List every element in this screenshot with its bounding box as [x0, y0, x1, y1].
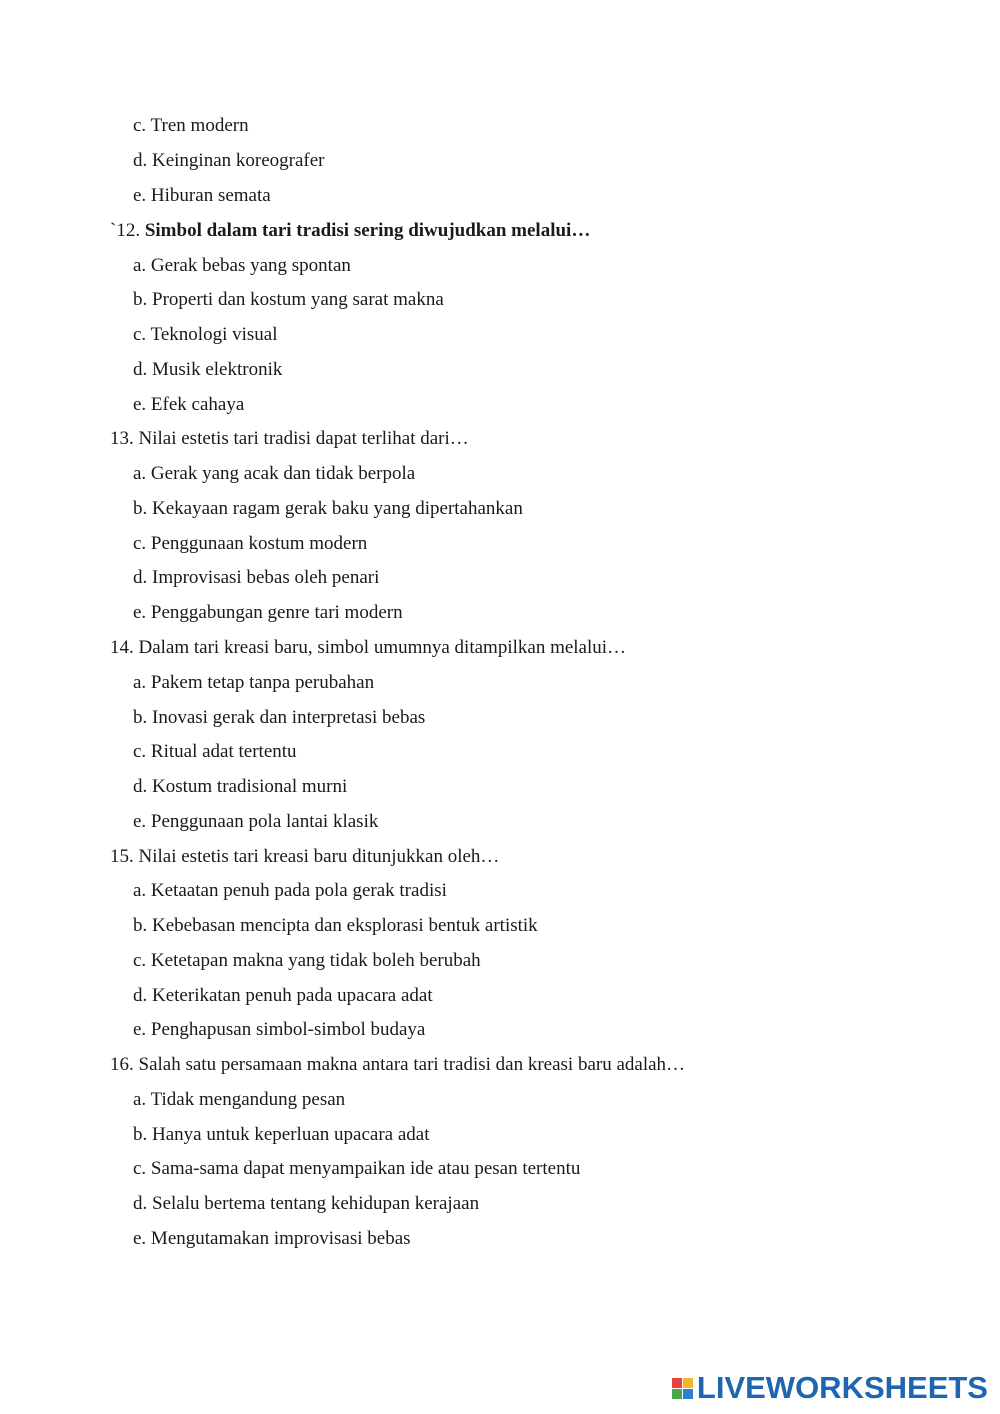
- logo-square: [672, 1378, 682, 1388]
- question-14: 14. Dalam tari kreasi baru, simbol umumnya ditampilkan melalui…: [110, 637, 627, 658]
- logo-square: [683, 1389, 693, 1399]
- q14-option-e: e. Penggunaan pola lantai klasik: [133, 811, 379, 832]
- q15-option-e: e. Penghapusan simbol-simbol budaya: [133, 1019, 426, 1040]
- q13-option-b: b. Kekayaan ragam gerak baku yang dipertahankan: [133, 498, 523, 519]
- q15-option-b: b. Kebebasan mencipta dan eksplorasi bentuk artistik: [133, 915, 538, 936]
- q12-option-c: c. Teknologi visual: [133, 324, 278, 345]
- q15-option-a: a. Ketaatan penuh pada pola gerak tradisi: [133, 880, 447, 901]
- q14-option-a: a. Pakem tetap tanpa perubahan: [133, 672, 375, 693]
- q12-option-d: d. Musik elektronik: [133, 359, 283, 380]
- q13-option-c: c. Penggunaan kostum modern: [133, 533, 368, 554]
- q14-option-c: c. Ritual adat tertentu: [133, 741, 297, 762]
- question-12-text: Simbol dalam tari tradisi sering diwujudkan melalui…: [144, 220, 591, 241]
- q11-option-e: e. Hiburan semata: [133, 185, 271, 206]
- logo-square: [683, 1378, 693, 1388]
- q13-option-a: a. Gerak yang acak dan tidak berpola: [133, 463, 416, 484]
- q12-option-e: e. Efek cahaya: [133, 394, 245, 415]
- q13-option-d: d. Improvisasi bebas oleh penari: [133, 567, 380, 588]
- q15-option-c: c. Ketetapan makna yang tidak boleh berubah: [133, 950, 481, 971]
- question-12: [110, 220, 590, 242]
- question-13: 13. Nilai estetis tari tradisi dapat terlihat dari…: [110, 428, 469, 449]
- q12-option-a: a. Gerak bebas yang spontan: [133, 255, 351, 276]
- q15-option-d: d. Keterikatan penuh pada upacara adat: [133, 985, 433, 1006]
- q14-option-b: b. Inovasi gerak dan interpretasi bebas: [133, 707, 426, 728]
- q11-option-d: d. Keinginan koreografer: [133, 150, 325, 171]
- logo-squares-icon: [672, 1378, 693, 1399]
- q16-option-a: a. Tidak mengandung pesan: [133, 1089, 346, 1110]
- question-15: 15. Nilai estetis tari kreasi baru ditunjukkan oleh…: [110, 846, 500, 867]
- q12-option-b: b. Properti dan kostum yang sarat makna: [133, 289, 444, 310]
- question-16: 16. Salah satu persamaan makna antara tari tradisi dan kreasi baru adalah…: [110, 1054, 686, 1075]
- logo-square: [672, 1389, 682, 1399]
- q16-option-d: d. Selalu bertema tentang kehidupan kerajaan: [133, 1193, 480, 1214]
- q13-option-e: e. Penggabungan genre tari modern: [133, 602, 403, 623]
- q16-option-e: e. Mengutamakan improvisasi bebas: [133, 1228, 411, 1249]
- liveworksheets-logo: [672, 1370, 988, 1406]
- q16-option-c: c. Sama-sama dapat menyampaikan ide atau pesan tertentu: [133, 1158, 581, 1179]
- brand-name: LIVEWORKSHEETS: [696, 1370, 988, 1405]
- q14-option-d: d. Kostum tradisional murni: [133, 776, 348, 797]
- question-12-number: `12.: [110, 220, 145, 241]
- q11-option-c: c. Tren modern: [133, 115, 249, 136]
- q16-option-b: b. Hanya untuk keperluan upacara adat: [133, 1124, 430, 1145]
